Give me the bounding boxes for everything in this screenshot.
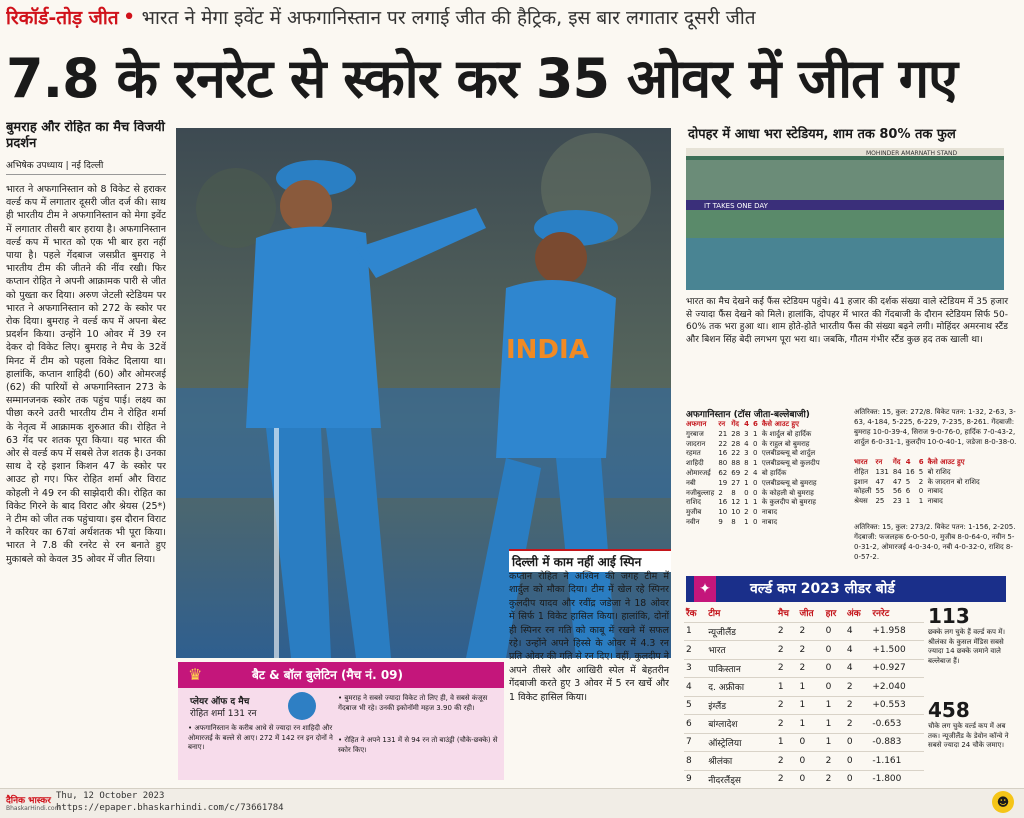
points-header-cell: हार [825, 609, 837, 620]
stand-sign: MOHINDER AMARNATH STAND [866, 150, 958, 157]
table-cell: एलबीडब्ल्यू बो कुलदीप [761, 459, 820, 468]
pom-label: प्लेयर ऑफ द मैच [190, 697, 250, 707]
trophy-icon: ♛ [188, 665, 203, 684]
table-cell: 19 [718, 478, 728, 487]
bulletin-point-2: • बुमराह ने सबसे ज्यादा विकेट तो लिए ही, वे सबसे कंजूस गेंदबाज भी रहे। उनकी इकोनॉमी महज 3.90 की रही। [338, 694, 488, 712]
table-cell: 1 [753, 459, 758, 468]
table-cell: 4 [845, 622, 871, 641]
points-header-cell: रनरेट [872, 609, 890, 620]
points-table-title: वर्ल्ड कप 2023 लीडर बोर्ड [750, 581, 895, 597]
table-row [684, 479, 822, 489]
table-cell: 0 [798, 733, 824, 752]
stadium-image [686, 148, 1004, 290]
table-cell: 21 [718, 429, 728, 438]
table-cell: 8 [731, 488, 736, 497]
byline-place: नई दिल्ली [71, 161, 104, 171]
pom-name: रोहित शर्मा 131 रन [190, 709, 257, 719]
table-cell: 1 [824, 733, 845, 752]
table-cell: इंग्लैंड [706, 696, 776, 715]
table-cell: रोहित [854, 467, 869, 476]
table-cell: -0.883 [870, 733, 924, 752]
table-cell: 1 [744, 478, 749, 487]
table-cell: 1 [744, 498, 749, 507]
bulletin-point-3: • रोहित ने अपने 131 में से 94 रन तो बाउंड्री (चौके-छक्के) से स्कोर किए। [338, 736, 498, 754]
table-cell: 4 [744, 439, 749, 448]
points-header-cell: मैच [777, 609, 789, 620]
table-cell: +1.958 [870, 622, 924, 641]
table-cell: 2 [776, 752, 798, 771]
table-row [852, 478, 982, 488]
table-cell: श्रेयस [854, 497, 868, 506]
table-cell: 5 [918, 467, 924, 476]
ind-batting-table [852, 458, 982, 507]
table-cell: 1 [798, 696, 824, 715]
table-cell: 0 [753, 517, 758, 526]
table-cell: 1 [744, 517, 749, 526]
table-cell: नाबाद [761, 517, 778, 526]
footer-brand: दैनिक भास्कर [6, 796, 51, 806]
table-cell: भारत [706, 641, 776, 660]
table-row [684, 469, 822, 479]
table-cell: 56 [892, 487, 902, 496]
sixes-text: छक्के लग चुके हैं वर्ल्ड कप में। श्रीलंका के कुसल मेंडिस सबसे ज्यादा 14 छक्के जमाने वाले बल्लेबाज हैं। [928, 628, 1006, 665]
table-cell: नवीन [686, 517, 700, 526]
table-cell: 2 [776, 696, 798, 715]
table-row [852, 487, 982, 497]
avatar [288, 692, 316, 720]
table-cell: 1 [824, 715, 845, 734]
table-cell: 25 [875, 497, 885, 506]
table-cell: 1 [684, 622, 706, 641]
table-row [684, 752, 924, 771]
table-cell: रहमत [686, 449, 701, 458]
fours-text: चौके लग चुके वर्ल्ड कप में अब तक। न्यूजीलैंड के डेवोन कॉन्वे ने सबसे ज्यादा 24 चौके जमाए। [928, 722, 1009, 749]
table-cell: इशान [854, 477, 868, 486]
table-cell: नाबाद [761, 508, 778, 517]
table-cell: 0 [918, 487, 924, 496]
table-cell: 55 [875, 487, 885, 496]
bulletin-point-1: • अफगानिस्तान के करीब आधे से ज्यादा रन शाहिदी और ओमारजई के बल्ले से आए। 272 में 142 रन इन दोनों ने बनाए। [188, 724, 333, 751]
table-cell: 1 [905, 497, 911, 506]
table-cell: 2 [845, 715, 871, 734]
table-cell: 2 [798, 641, 824, 660]
table-cell: 0 [845, 752, 871, 771]
table-cell: 0 [753, 508, 758, 517]
table-cell: के जादरान बो राशिद [927, 477, 980, 486]
table-cell: शाहिदी [686, 459, 704, 468]
table-cell: 10 [718, 508, 728, 517]
table-cell: 5 [905, 477, 911, 486]
table-cell: ओमारजई [686, 468, 711, 477]
table-cell: गुरबाज [686, 429, 704, 438]
table-row [852, 497, 982, 507]
sidebar-stats [928, 604, 1018, 779]
table-cell: मुजीब [686, 508, 702, 517]
spin-body: कप्तान रोहित ने अश्विन की जगह टीम में शार्दुल को मौका दिया। टीम में खेल रहे स्पिनर कुलदीप यादव और रवींद्र जडेजा ने 18 ओवर में सिर्फ 1 विकेट हासिल किया। हालांकि, दोनों ही स्पिनर रन गति को काबू में रखने में सफल रहे। उन्होंने अपने हिस्से के ओवर में 4.3 रन प्रति ओवर की गति से रन दिए। वहीं, कुलदीप ने अपने तीसरे और आखिरी स्पेल में बेहतरीन गेंदबाजी करते हुए 3 ओवर में 5 रन खर्चे और 1 विकेट हासिल किया। [509, 571, 669, 703]
table-cell: 2 [744, 508, 749, 517]
points-header-row [684, 604, 924, 622]
table-row [684, 733, 924, 752]
table-row [684, 440, 822, 450]
stadium-title: दोपहर में आधा भरा स्टेडियम, शाम तक 80% तक फुल [688, 127, 956, 142]
table-cell: 1 [776, 678, 798, 697]
byline: अभिषेक उपध्याय | नई दिल्ली [6, 158, 166, 175]
left-story [6, 120, 166, 780]
table-cell: -1.161 [870, 752, 924, 771]
table-cell: 2 [776, 622, 798, 641]
kicker-text: भारत ने मेगा इवेंट में अफगानिस्तान पर लगाई जीत की हैट्रिक, इस बार लगातार दूसरी जीत [141, 7, 756, 29]
table-cell: 0 [753, 478, 758, 487]
table-cell: 22 [718, 439, 728, 448]
table-cell: के कुलदीप बो बुमराह [761, 498, 816, 507]
table-cell: के राहुल बो बुमराह [761, 439, 810, 448]
table-cell: 8 [744, 459, 749, 468]
points-table-header [686, 576, 1006, 602]
footer [0, 788, 1024, 818]
table-cell: 62 [718, 468, 728, 477]
table-cell: 2 [776, 641, 798, 660]
table-cell: 1 [776, 733, 798, 752]
table-cell: 4 [845, 659, 871, 678]
table-cell: पाकिस्तान [706, 659, 776, 678]
table-cell: 2 [684, 641, 706, 660]
table-cell: 47 [892, 477, 902, 486]
table-cell: बांग्लादेश [706, 715, 776, 734]
table-cell: -1.800 [870, 770, 924, 789]
table-cell: 88 [731, 459, 741, 468]
table-cell: 0 [798, 770, 824, 789]
table-cell: 0 [753, 449, 758, 458]
table-cell: 2 [845, 696, 871, 715]
bulletin-title: बैट & बॉल बुलेटिन (मैच नं. 09) [252, 668, 404, 682]
table-cell: +0.553 [870, 696, 924, 715]
table-cell: 6 [684, 715, 706, 734]
points-table [684, 604, 924, 807]
stadium-banner: IT TAKES ONE DAY [704, 202, 768, 210]
table-row [684, 508, 822, 518]
points-header-cell: टीम [708, 609, 721, 620]
table-cell: 1 [824, 696, 845, 715]
table-cell: श्रीलंका [706, 752, 776, 771]
table-row [684, 622, 924, 641]
table-cell: नाबाद [927, 497, 943, 506]
table-cell: 5 [684, 696, 706, 715]
bulletin-point-text: अफगानिस्तान के करीब आधे से ज्यादा रन शाहिदी और ओमारजई के बल्ले से आए। 272 में 142 रन इन दोनों ने बनाए। [188, 724, 333, 751]
table-cell: 2 [776, 770, 798, 789]
table-cell: 1 [798, 715, 824, 734]
table-row [684, 770, 924, 789]
afg-score-header-cell: कैसे आउट हुए [761, 420, 800, 428]
scorecard-afg-extras: अतिरिक्त: 15, कुल: 272/8. विकेट पतन: 1-32, 2-63, 3-63, 4-184, 5-225, 6-229, 7-235, 8-261. गेंदबाजी: बुमराह 10-0-39-4, सिराज 9-0-76-0, हार्दिक 7-0-43-2, शार्दुल 6-0-31-1, कुलदीप 10-0-40-1, जडेजा 8-0-38-0. [854, 408, 1017, 446]
table-cell: बो हार्दिक [761, 468, 787, 477]
table-cell: 1 [753, 498, 758, 507]
table-cell: 2 [744, 468, 749, 477]
ind-score-header-cell: 4 [905, 458, 911, 466]
table-cell: 6 [905, 487, 911, 496]
table-cell: नीदरलैंड्स [706, 770, 776, 789]
scorecard-ind [852, 458, 1018, 507]
table-cell: 4 [845, 641, 871, 660]
table-cell: 27 [731, 478, 741, 487]
points-header-cell: रैंक [686, 609, 697, 620]
table-cell: द. अफ्रीका [706, 678, 776, 697]
points-header-cell: जीत [799, 609, 814, 620]
table-cell: 2 [776, 659, 798, 678]
table-cell: नाबाद [927, 487, 943, 496]
points-header-cell: अंक [846, 609, 861, 620]
table-cell: 3 [744, 449, 749, 458]
stadium-body: भारत का मैच देखने कई फैंस स्टेडियम पहुंचे। 41 हजार की दर्शक संख्या वाले स्टेडियम में 35 हजार से ज्यादा फैंस देखने को मिले। हालांकि, दोपहर में भारत की गेंदबाजी के दौरान स्टेडियम सिर्फ 50-60% तक भरा हुआ था। शाम होते-होते भारतीय फैंस की संख्या बढ़ने लगी। मोहिंदर अमरनाथ स्टैंड और बिशन सिंह बेदी लगभग पूरा भरा था। जबकि, गौतम गंभीर स्टैंड कुछ हद तक खाली था। [686, 297, 1008, 345]
kicker-bullet: • [122, 5, 136, 30]
left-story-body: भारत ने अफगानिस्तान को 8 विकेट से हराकर वर्ल्ड कप में लगातार दूसरी जीत दर्ज की। साथ ही भारतीय टीम ने अफगानिस्तान को मेगा इवेंट में लगातार तीसरी बार हराया है। अफगानिस्तान वर्ल्ड कप में भारत को एक भी बार हरा नहीं पाया है। पहले गेंदबाज जसप्रीत बुमराह ने भारतीय टीम की जीतने की नींव रखी। फिर कप्तान रोहित ने अपनी आक्रामक पारी से जीत को पुख्ता कर दिया। अरुण जेटली स्टेडियम पर भारत ने अफगानिस्तान को 272 के स्कोर पर रोक दिया। बुमराह ने वर्ल्ड कप में अपना बेस्ट प्रदर्शन किया। उन्होंने 10 ओवर में 39 रन देकर दो विकेट लिए। बुमराह ने मैच के 32वें मिनट में टीम को पहला विकेट दिलाया था। हालांकि, कप्तान शाहिदी (60) और ओमरजई (62) की पारियों से अफगानिस्तान 273 के सम्मानजनक स्कोर तक पहुंच पाई। लक्ष्य का पीछा करने उतरी भारतीय टीम ने रोहित शर्मा के नेतृत्व में आक्रामक शुरुआत की। रोहित ने 63 गेंद पर शतक पूरा किया। यह भारत की ओर से वर्ल्ड कप में सबसे तेज शतक है। उनका साथ दे रहे इशान किशन 47 के स्कोर पर आउट हो गए। फिर रोहित शर्मा और विराट कोहली ने 49 रन की साझेदारी की। रोहित का विकेट गिरने के बाद विराट और श्रेयस (25*) ने टीम को जीत तक पहुंचाया। इस दौरान विराट ने करियर का 67वां अर्धशतक भी पूरा किया। भारत ने 7.8 की रनरेट से रन बनाते हुए मुकाबले को केवल 35 ओवर में जीत लिया। [6, 184, 166, 565]
table-cell: 0 [798, 752, 824, 771]
table-cell: 2 [798, 659, 824, 678]
table-row [684, 696, 924, 715]
table-cell: +1.500 [870, 641, 924, 660]
table-cell: के शार्दुल बो हार्दिक [761, 429, 812, 438]
table-cell: जादरान [686, 439, 706, 448]
table-cell: नबी [686, 478, 696, 487]
table-cell: एलबीडब्ल्यू बो बुमराह [761, 478, 817, 487]
table-cell: 2 [824, 752, 845, 771]
ind-score-header-cell: रन [875, 458, 883, 466]
jersey-text: INDIA [506, 335, 589, 365]
table-cell: 0 [824, 641, 845, 660]
afg-score-header-cell: 4 [744, 420, 750, 428]
table-cell: एलबीडब्ल्यू बो शार्दुल [761, 449, 816, 458]
stadium-photo [686, 148, 1004, 290]
table-row [684, 449, 822, 459]
afg-score-header-cell: 6 [753, 420, 758, 428]
page-headline: 7.8 के रनरेट से स्कोर कर 35 ओवर में जीत गए [6, 47, 957, 110]
points-table-grid [684, 604, 924, 807]
ind-score-header-cell: 6 [918, 458, 924, 466]
footer-url[interactable]: https://epaper.bhaskarhindi.com/c/73661784 [56, 803, 284, 813]
afg-score-header-cell: अफगान [686, 420, 707, 428]
table-cell: 10 [731, 508, 741, 517]
table-cell: 1 [918, 497, 924, 506]
ind-score-header-cell: कैसे आउट हुए [927, 458, 965, 466]
scorecard-afg-title: अफगानिस्तान (टॉस जीता-बल्लेबाजी) [686, 410, 810, 420]
table-row [684, 430, 822, 440]
bulletin-box [178, 662, 504, 780]
ind-score-header-cell: भारत [854, 458, 868, 466]
ind-score-header-cell: गेंद [892, 458, 901, 466]
table-cell: 69 [731, 468, 741, 477]
table-cell: 22 [731, 449, 741, 458]
fours-number: 458 [928, 698, 970, 722]
scorecard-afg [684, 420, 854, 528]
table-cell: 28 [731, 439, 741, 448]
footer-date: Thu, 12 October 2023 [56, 791, 165, 801]
byline-author: अभिषेक उपध्याय [6, 161, 63, 171]
table-row [684, 498, 822, 508]
ind-score-header-row [852, 458, 982, 468]
table-cell: 28 [731, 429, 741, 438]
table-cell: 2 [824, 770, 845, 789]
kicker-line [6, 4, 1018, 34]
table-cell: 9 [718, 517, 723, 526]
left-story-title: बुमराह और रोहित का मैच विजयी प्रदर्शन [6, 120, 165, 151]
table-cell: 7 [684, 733, 706, 752]
afg-score-header-cell: रन [718, 420, 726, 428]
table-cell: 8 [731, 517, 736, 526]
table-cell: 2 [718, 488, 723, 497]
bulletin-point-text: रोहित ने अपने 131 में से 94 रन तो बाउंड्री (चौके-छक्के) से स्कोर किए। [338, 736, 498, 754]
table-row [684, 678, 924, 697]
table-cell: 23 [892, 497, 902, 506]
table-cell: 0 [845, 733, 871, 752]
table-cell: 0 [824, 678, 845, 697]
afg-score-header-cell: गेंद [731, 420, 739, 428]
table-row [684, 659, 924, 678]
table-cell: 2 [918, 477, 924, 486]
table-cell: बो राशिद [927, 467, 951, 476]
table-cell: 16 [905, 467, 915, 476]
table-row [684, 489, 822, 499]
table-cell: के कोहली बो बुमराह [761, 488, 814, 497]
table-cell: 9 [684, 770, 706, 789]
table-cell: +2.040 [870, 678, 924, 697]
table-cell: 0 [845, 770, 871, 789]
kicker-label: रिकॉर्ड-तोड़ जीत [6, 7, 119, 29]
table-row [684, 641, 924, 660]
bulletin-point-text: बुमराह ने सबसे ज्यादा विकेट तो लिए ही, वे सबसे कंजूस गेंदबाज भी रहे। उनकी इकोनॉमी महज 3.90 की रही। [338, 694, 488, 712]
table-cell: 84 [892, 467, 902, 476]
table-cell: 2 [776, 715, 798, 734]
table-cell: 4 [753, 468, 758, 477]
spin-title: दिल्ली में काम नहीं आई स्पिन [509, 549, 671, 572]
table-cell: 0 [753, 488, 758, 497]
table-cell: कोहली [854, 487, 872, 496]
table-cell: राशिद [686, 498, 701, 507]
table-cell: 0 [824, 659, 845, 678]
table-cell: 16 [718, 449, 728, 458]
table-cell: 1 [798, 678, 824, 697]
table-cell: 131 [875, 467, 889, 476]
table-cell: 47 [875, 477, 885, 486]
table-cell: 16 [718, 498, 728, 507]
table-cell: 2 [798, 622, 824, 641]
table-cell: 3 [744, 429, 749, 438]
table-cell: 0 [744, 488, 749, 497]
star-icon: ✦ [694, 576, 716, 602]
table-row [852, 468, 982, 478]
table-cell: 2 [845, 678, 871, 697]
table-cell: 8 [684, 752, 706, 771]
owl-icon[interactable]: ☻ [992, 791, 1014, 813]
sixes-number: 113 [928, 604, 970, 628]
afg-batting-table [684, 420, 822, 528]
table-cell: न्यूजीलैंड [706, 622, 776, 641]
table-cell: 1 [753, 429, 758, 438]
scorecard-ind-extras: अतिरिक्त: 15, कुल: 273/2. विकेट पतन: 1-156, 2-205. गेंदबाजी: फजलहक 6-0-50-0, मुजीब 8-0-64-0, नवीन 5-0-31-2, ओमारजई 4-0-34-0, नबी 4-0-32-0, राशिद 8-0-57-2. [854, 523, 1016, 561]
table-cell: 3 [684, 659, 706, 678]
table-cell: ऑस्ट्रेलिया [706, 733, 776, 752]
table-cell: 4 [684, 678, 706, 697]
table-cell: नजीबुल्लाह [686, 488, 715, 497]
table-cell: 0 [753, 439, 758, 448]
bulletin-header [178, 662, 504, 688]
afg-score-header-row [684, 420, 822, 430]
table-row [684, 459, 822, 469]
table-row [684, 715, 924, 734]
table-row [684, 518, 822, 528]
table-cell: 12 [731, 498, 741, 507]
table-cell: -0.653 [870, 715, 924, 734]
table-cell: 80 [718, 459, 728, 468]
table-cell: 0 [824, 622, 845, 641]
table-cell: +0.927 [870, 659, 924, 678]
footer-brand-sub: BhaskarHindi.com [6, 805, 61, 812]
